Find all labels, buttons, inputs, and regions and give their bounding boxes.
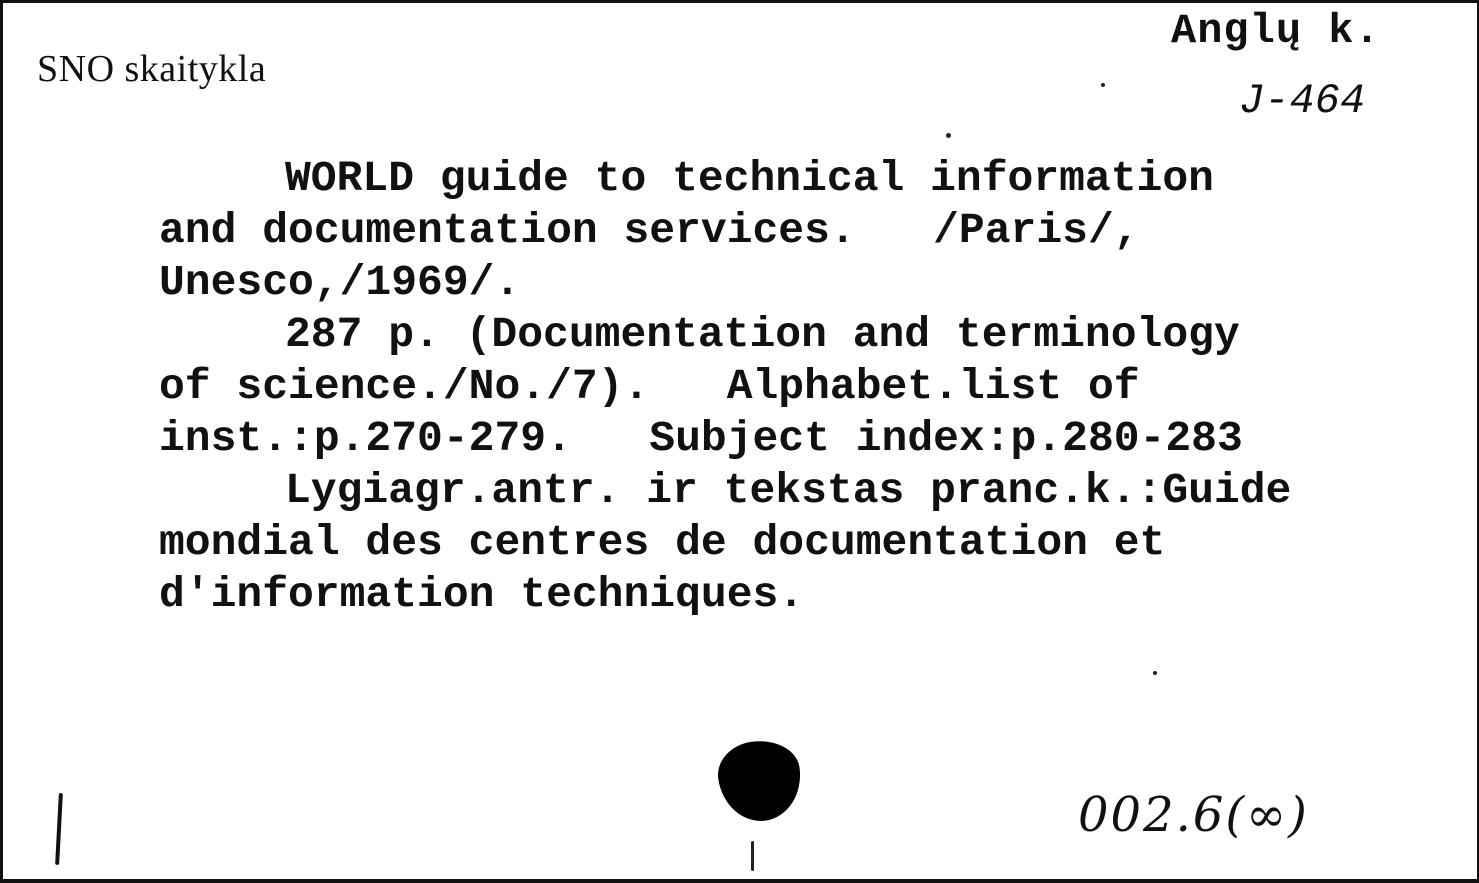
entry-line: WORLD guide to technical information (285, 154, 1214, 203)
speck (751, 841, 754, 871)
entry-line: mondial des centres de documentation et (159, 518, 1166, 567)
library-stamp: SNO skaitykla (37, 48, 267, 90)
entry-line: of science./No./7). Alphabet.list of (159, 362, 1140, 411)
entry-line: d'information techniques. (159, 570, 805, 619)
classification-number: 002.6(∞) (1078, 787, 1309, 843)
call-number: J-464 (1239, 77, 1366, 125)
speck (1153, 671, 1157, 675)
speck (946, 133, 951, 138)
entry-line: 287 p. (Documentation and terminology (285, 310, 1240, 359)
punch-hole-blot (714, 736, 806, 827)
pen-mark (55, 793, 63, 865)
catalog-entry (159, 153, 1479, 621)
entry-line: Unesco,/1969/. (159, 258, 521, 307)
entry-line: and documentation services. /Paris/, (159, 206, 1140, 255)
language-note: Anglų k. (1171, 7, 1381, 55)
entry-line: Lygiagr.antr. ir tekstas pranc.k.:Guide (285, 466, 1292, 515)
speck (1101, 83, 1105, 87)
entry-line: inst.:p.270-279. Subject index:p.280-283 (159, 414, 1243, 463)
